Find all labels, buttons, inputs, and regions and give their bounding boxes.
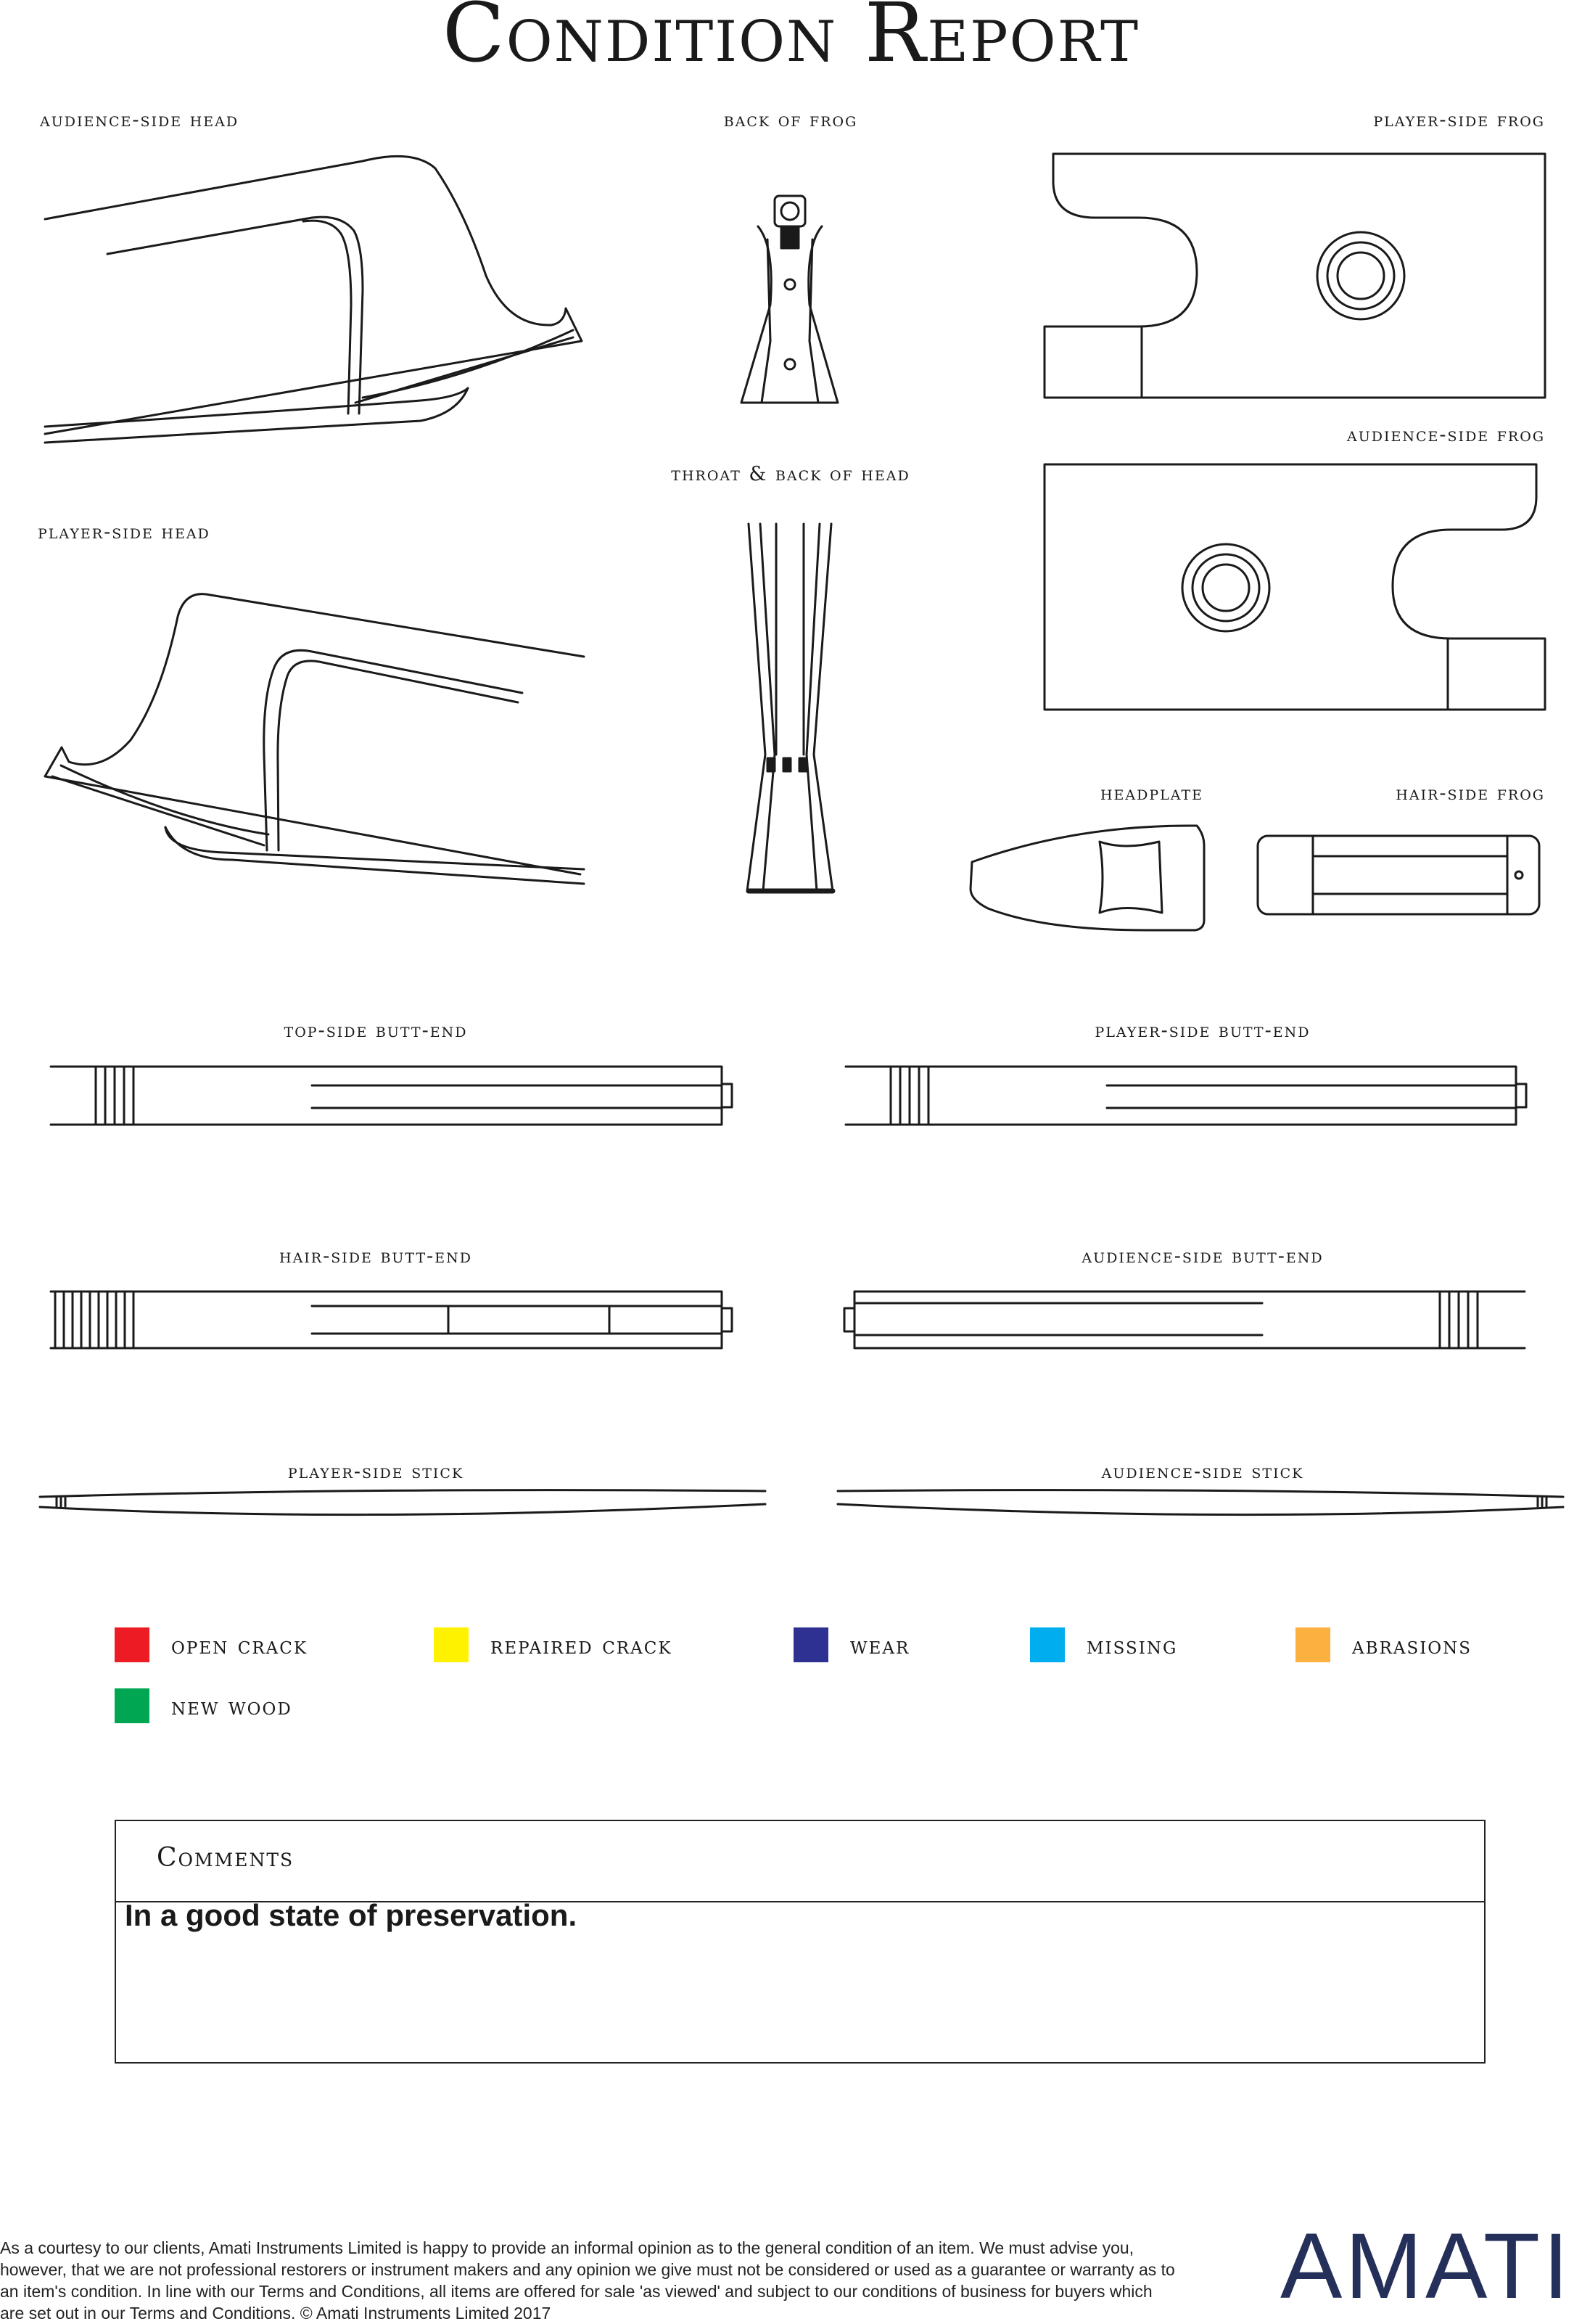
comments-box [115,1820,1486,2064]
label-player-side-stick: player-side stick [287,1461,464,1483]
audience-side-head-drawing [45,156,582,443]
label-throat-back-of-head: throat & back of head [671,463,910,485]
swatch-repaired-crack [434,1627,469,1662]
swatch-abrasions [1295,1627,1330,1662]
legend-label: wear [850,1630,910,1659]
label-hair-side-butt-end: hair-side butt-end [279,1245,472,1268]
legend-missing [1030,1627,1177,1663]
top-side-butt-end-drawing [51,1067,732,1125]
disclaimer-text: As a courtesy to our clients, Amati Instruments Limited is happy to provide an informal opinion as to the general condition of an item. We must advise you, however, that we are not professional restorers or instrument makers and any opinion we give must not be considered or used as a guarantee or warranty as to an item's condition. In line with our Terms and Conditions, all items are offered for sale 'as viewed' and subject to our conditions of business for buyers which are set out in our Terms and Conditions. © Amati Instruments Limited 2017 [0,2238,1175,2323]
swatch-new-wood [115,1688,149,1723]
legend-abrasions [1295,1627,1472,1663]
label-top-side-butt-end: top-side butt-end [284,1019,468,1042]
page-title: Condition Report [442,0,1140,81]
legend-label: abrasions [1352,1630,1472,1659]
legend-label: repaired crack [490,1630,672,1659]
back-of-frog-drawing [741,196,838,403]
audience-side-butt-end-drawing [844,1292,1525,1348]
swatch-wear [794,1627,828,1662]
label-player-side-butt-end: player-side butt-end [1095,1019,1311,1042]
comments-header [116,1821,1484,1902]
comments-text: In a good state of preservation. [125,1898,577,1932]
label-audience-side-stick: audience-side stick [1101,1461,1304,1483]
comments-heading: Comments [157,1843,294,1873]
player-side-head-drawing [45,594,584,884]
legend-open-crack [115,1627,308,1663]
label-back-of-frog: back of frog [723,109,858,131]
label-audience-side-butt-end: audience-side butt-end [1082,1245,1324,1268]
player-side-stick-drawing [40,1490,765,1515]
hair-side-butt-end-drawing [51,1292,732,1348]
label-player-side-head: player-side head [38,521,210,543]
legend-label: new wood [171,1691,292,1720]
label-headplate: headplate [1100,782,1204,805]
label-audience-side-frog: audience-side frog [1347,424,1545,446]
legend-label: missing [1087,1630,1178,1659]
audience-side-stick-drawing [838,1490,1563,1515]
legend-label: open crack [171,1630,308,1659]
amati-logo: AMATI [1280,2214,1572,2318]
audience-side-frog-drawing [1045,464,1545,710]
legend-repaired-crack [434,1627,672,1663]
swatch-missing [1030,1627,1065,1662]
headplate-drawing [971,826,1204,930]
label-audience-side-head: audience-side head [40,109,239,131]
throat-back-of-head-drawing [747,524,833,891]
label-player-side-frog: player-side frog [1373,109,1545,131]
hair-side-frog-drawing [1258,836,1539,914]
legend-new-wood [115,1688,292,1724]
player-side-butt-end-drawing [846,1067,1526,1125]
label-hair-side-frog: hair-side frog [1396,782,1545,805]
swatch-open-crack [115,1627,149,1662]
legend-wear [794,1627,910,1663]
player-side-frog-drawing [1045,154,1545,398]
